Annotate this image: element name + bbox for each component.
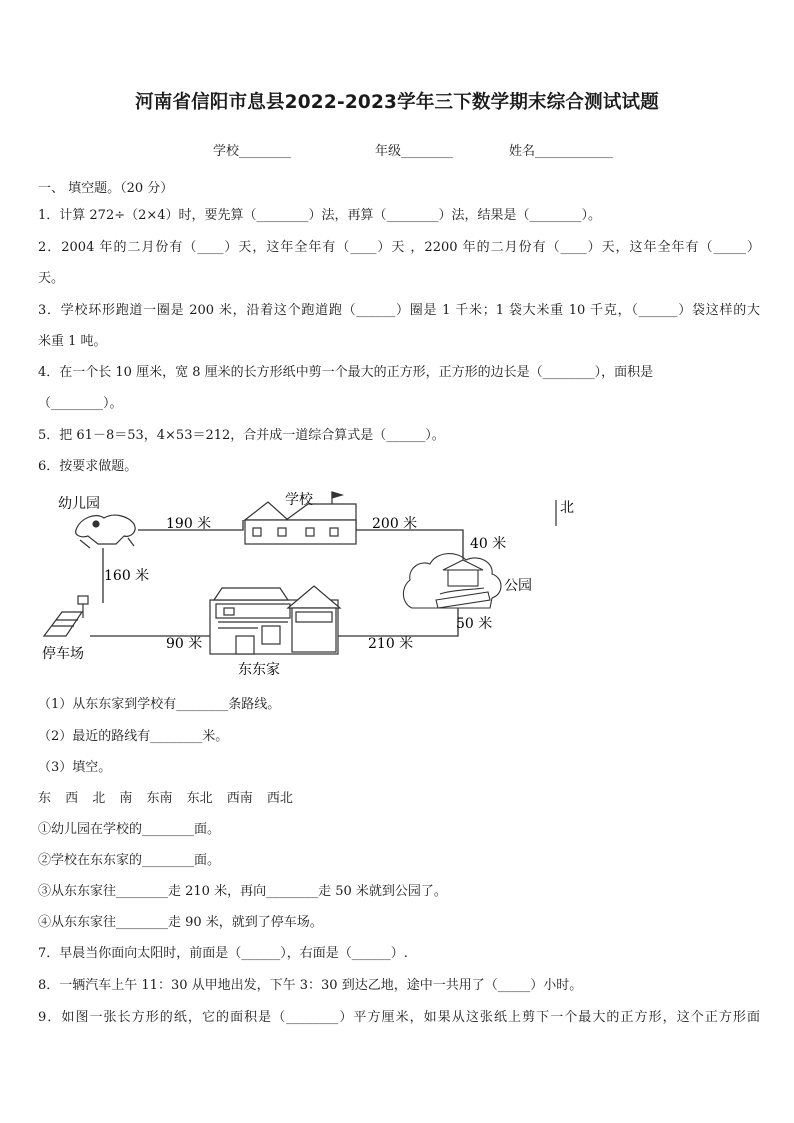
distance-200: 200 米 <box>372 516 418 532</box>
question-1: 1．计算 272÷（2×4）时，要先算（________）法，再算（________）法，结果是（________）。 <box>38 208 602 223</box>
question-3-line-2: 米重 1 吨。 <box>38 334 107 349</box>
question-6-1: （1）从东东家到学校有________条路线。 <box>38 697 281 712</box>
road-home-park <box>338 606 458 636</box>
distance-160: 160 米 <box>104 568 150 584</box>
direction-options: 东 西 北 南 东南 东北 西南 西北 <box>38 791 293 806</box>
question-6-3-a: ①幼儿园在学校的________面。 <box>38 822 221 837</box>
grade-field: 年级________ <box>375 144 454 159</box>
school-label: 学校 <box>285 492 313 508</box>
kindergarten-icon <box>76 515 135 548</box>
question-5: 5．把 61－8＝53，4×53＝212，合并成一道综合算式是（______）。 <box>38 428 445 443</box>
question-6: 6．按要求做题。 <box>38 459 138 474</box>
school-field: 学校________ <box>213 144 292 159</box>
question-2-line-2: 天。 <box>38 271 65 286</box>
question-6-3-d: ④从东东家往________走 90 米，就到了停车场。 <box>38 915 323 930</box>
north-label: 北 <box>560 500 574 516</box>
home-building-icon <box>210 586 340 654</box>
question-7: 7．早晨当你面向太阳时，前面是（______），右面是（______）. <box>38 946 408 961</box>
name-field: 姓名____________ <box>509 144 614 159</box>
question-3-line-1: 3．学校环形跑道一圈是 200 米，沿着这个跑道跑（______）圈是 1 千米；1 袋大米重 10 千克，（______）袋这样的大 <box>38 303 760 318</box>
kindergarten-label: 幼儿园 <box>58 496 100 512</box>
distance-40: 40 米 <box>470 536 507 552</box>
parking-label: 停车场 <box>42 646 84 662</box>
section-heading: 一、 填空题。（20 分） <box>38 181 174 196</box>
distance-90: 90 米 <box>166 636 203 652</box>
question-4-line-2: （________）。 <box>38 396 123 411</box>
question-4-line-1: 4．在一个长 10 厘米，宽 8 厘米的长方形纸中剪一个最大的正方形，正方形的边长是（________），面积是 <box>38 365 654 380</box>
question-8: 8．一辆汽车上午 11：30 从甲地出发，下午 3：30 到达乙地，途中一共用了（_____）小时。 <box>38 978 583 993</box>
parking-sign-icon <box>44 596 88 636</box>
question-2-line-1: 2．2004 年的二月份有（____）天，这年全年有（____）天 ，2200 年的二月份有（____）天，这年全年有（_____） <box>38 240 760 255</box>
question-6-2: （2）最近的路线有________米。 <box>38 729 229 744</box>
distance-50: 50 米 <box>456 616 493 632</box>
distance-210: 210 米 <box>368 636 414 652</box>
question-9: 9．如图一张长方形的纸，它的面积是（________）平方厘米，如果从这张纸上剪下一个最大的正方形，这个正方形面 <box>38 1010 760 1025</box>
route-map <box>38 488 598 688</box>
distance-190: 190 米 <box>166 516 212 532</box>
question-6-3: （3）填空。 <box>38 760 112 775</box>
page-title: 河南省信阳市息县2022-2023学年三下数学期末综合测试试题 <box>135 92 659 113</box>
park-pavilion-icon <box>403 554 501 608</box>
park-label: 公园 <box>504 578 532 594</box>
question-6-3-b: ②学校在东东家的________面。 <box>38 853 221 868</box>
question-6-3-c: ③从东东家往________走 210 米，再向________走 50 米就到公园了。 <box>38 884 447 899</box>
home-label: 东东家 <box>238 662 280 678</box>
